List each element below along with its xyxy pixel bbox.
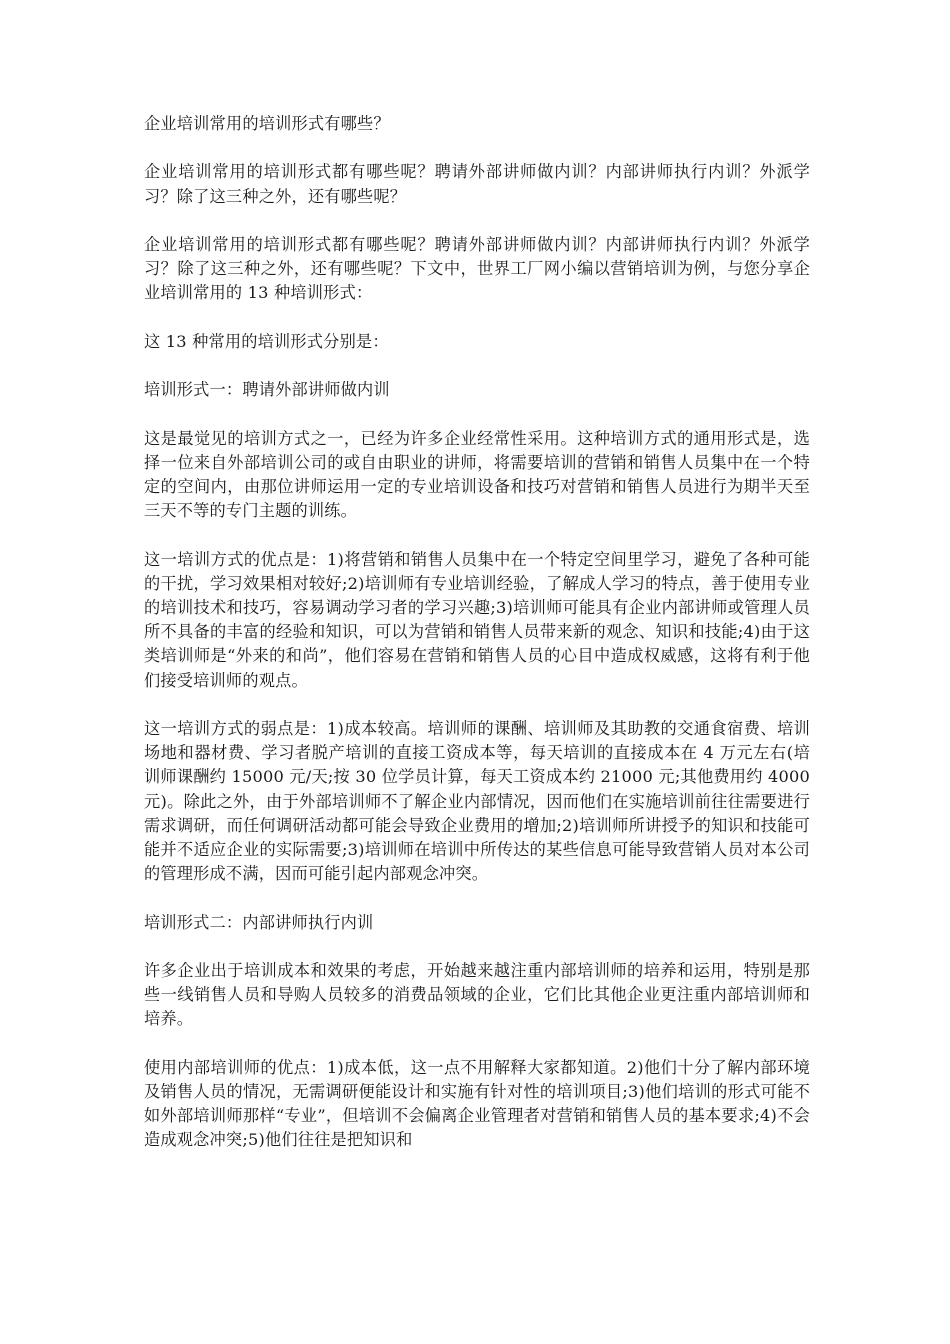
intro-paragraph: 企业培训常用的培训形式都有哪些呢？聘请外部讲师做内训？内部讲师执行内训？外派学习？除了这三种之外，还有哪些呢？下文中，世界工厂网小编以营销培训为例，与您分享企业培训常用的 13 种培训形式：	[144, 234, 810, 303]
document-title: 企业培训常用的培训形式有哪些？	[144, 114, 390, 133]
list-intro-paragraph: 这 13 种常用的培训形式分别是：	[144, 331, 389, 351]
section-1-weaknesses: 这一培训方式的弱点是：1)成本较高。培训师的课酬、培训师及其助教的交通食宿费、培训场地和器材费、学习者脱产培训的直接工资成本等，每天培训的直接成本在 4 万元左右(培训师课酬约 15000 元/天;按 30 位学员计算，每天工资成本约 21000 元;其他费用约 4000 元)。除此之外，由于外部培训师不了解企业内部情况，因而他们在实施培训前往往需要进行需求调研，而任何调研活动都可能会导致企业费用的增加;2)培训师所讲授予的知识和技能可能并不适应企业的实际需要;3)培训师在培训中所传达的某些信息可能导致营销人员对本公司的管理形成不满，因而可能引起内部观念冲突。	[144, 718, 810, 884]
intro-question-paragraph: 企业培训常用的培训形式都有哪些呢？聘请外部讲师做内训？内部讲师执行内训？外派学习？除了这三种之外，还有哪些呢？	[144, 162, 810, 206]
section-heading-2: 培训形式二：内部讲师执行内训	[144, 912, 374, 932]
section-1-advantages: 这一培训方式的优点是：1)将营销和销售人员集中在一个特定空间里学习，避免了各种可能的干扰，学习效果相对较好;2)培训师有专业培训经验，了解成人学习的特点，善于使用专业的培训技术和技巧，容易调动学习者的学习兴趣;3)培训师可能具有企业内部讲师或管理人员所不具备的丰富的经验和知识，可以为营销和销售人员带来新的观念、知识和技能;4)由于这类培训师是“外来的和尚”，他们容易在营销和销售人员的心目中造成权威感，这将有利于他们接受培训师的观点。	[144, 549, 810, 690]
section-1-description: 这是最觉见的培训方式之一，已经为许多企业经常性采用。这种培训方式的通用形式是，选择一位来自外部培训公司的或自由职业的讲师，将需要培训的营销和销售人员集中在一个特定的空间内，由那位讲师运用一定的专业培训设备和技巧对营销和销售人员进行为期半天至三天不等的专门主题的训练。	[144, 428, 810, 521]
section-2-advantages: 使用内部培训师的优点：1)成本低，这一点不用解释大家都知道。2)他们十分了解内部环境及销售人员的情况，无需调研便能设计和实施有针对性的培训项目;3)他们培训的形式可能不如外部培训师那样“专业”，但培训不会偏离企业管理者对营销和销售人员的基本要求;4)不会造成观念冲突;5)他们往往是把知识和	[144, 1057, 810, 1150]
section-2-description: 许多企业出于培训成本和效果的考虑，开始越来越注重内部培训师的培养和运用，特别是那些一线销售人员和导购人员较多的消费品领域的企业，它们比其他企业更注重内部培训师和培养。	[144, 960, 810, 1029]
document-body	[144, 112, 810, 1177]
section-heading-1: 培训形式一：聘请外部讲师做内训	[144, 380, 390, 400]
